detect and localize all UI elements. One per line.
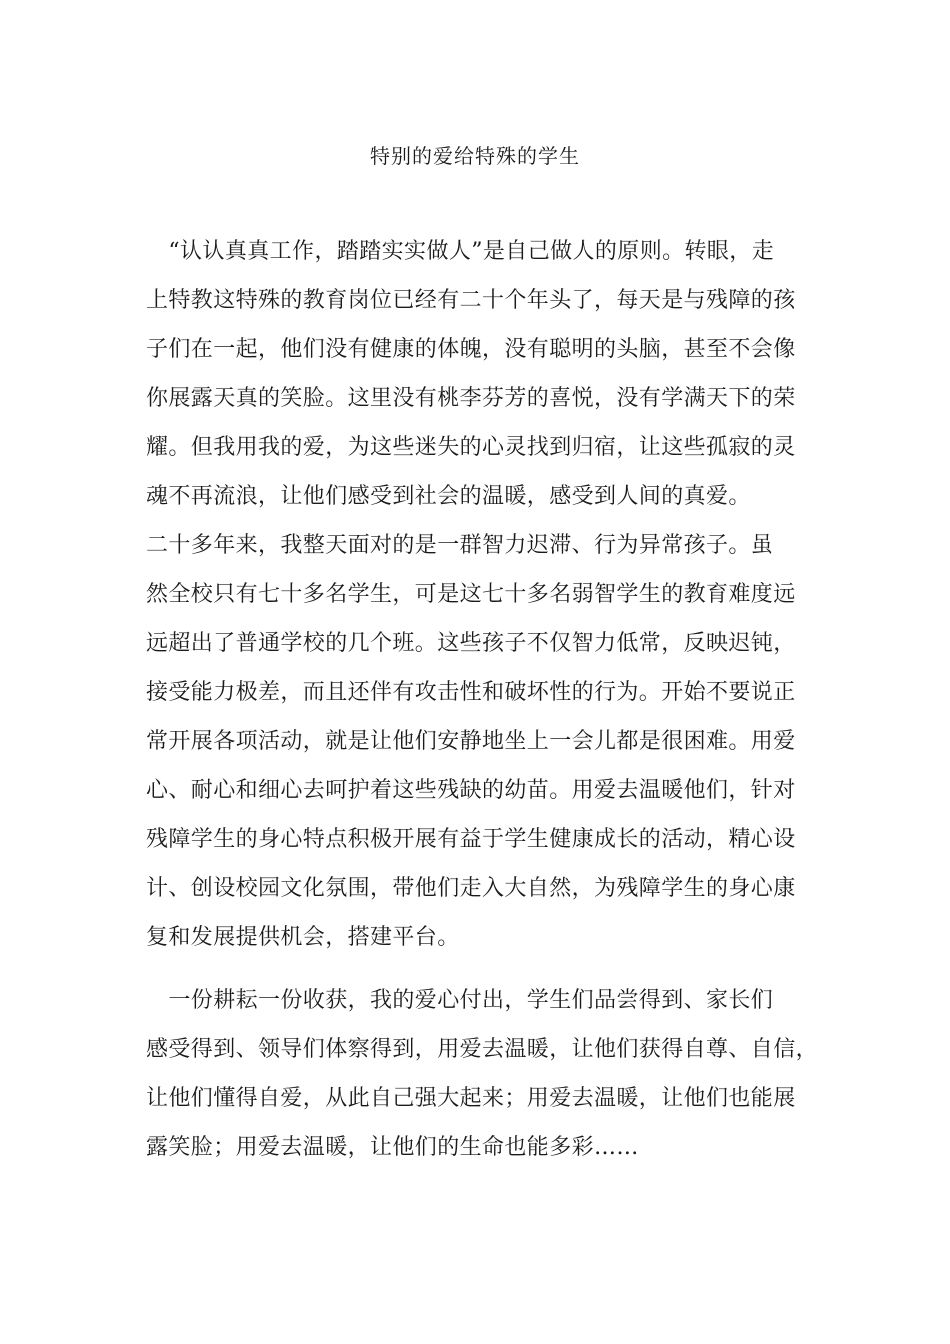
text-line: 残障学生的身心特点积极开展有益于学生健康成长的活动，精心设: [146, 827, 796, 852]
text-line: 复和发展提供机会，搭建平台。: [146, 925, 460, 950]
text-line: 让他们懂得自爱，从此自己强大起来；用爱去温暖，让他们也能展: [146, 1086, 796, 1111]
text-line: 你展露天真的笑脸。这里没有桃李芬芳的喜悦，没有学满天下的荣: [146, 386, 796, 411]
text-line: 子们在一起，他们没有健康的体魄，没有聪明的头脑，甚至不会像: [146, 337, 796, 362]
text-line: 然全校只有七十多名学生，可是这七十多名弱智学生的教育难度远: [146, 582, 796, 607]
text-line: 感受得到、领导们体察得到，用爱去温暖，让他们获得自尊、自信，: [146, 1037, 819, 1062]
text-line: 二十多年来，我整天面对的是一群智力迟滞、行为异常孩子。虽: [146, 533, 774, 558]
text-line: 计、创设校园文化氛围，带他们走入大自然，为残障学生的身心康: [146, 876, 796, 901]
document-body: [146, 232, 819, 1177]
text-line: 心、耐心和细心去呵护着这些残缺的幼苗。用爱去温暖他们，针对: [146, 778, 796, 803]
text-line: 耀。但我用我的爱，为这些迷失的心灵找到归宿，让这些孤寂的灵: [146, 435, 796, 460]
text-line: 远超出了普通学校的几个班。这些孩子不仅智力低常，反映迟钝，: [146, 631, 796, 656]
text-line: 一份耕耘一份收获，我的爱心付出，学生们品尝得到、家长们: [146, 988, 774, 1013]
document-title: 特别的爱给特殊的学生: [370, 144, 580, 168]
text-line: 常开展各项活动，就是让他们安静地坐上一会儿都是很困难。用爱: [146, 729, 796, 754]
paragraph-gap: [146, 967, 811, 981]
text-line: “认认真真工作，踏踏实实做人”是自己做人的原则。转眼，走: [146, 239, 775, 264]
text-line: 上特教这特殊的教育岗位已经有二十个年头了，每天是与残障的孩: [146, 288, 796, 313]
text-line: 接受能力极差，而且还伴有攻击性和破坏性的行为。开始不要说正: [146, 680, 796, 705]
text-line: 魂不再流浪，让他们感受到社会的温暖，感受到人间的真爱。: [146, 484, 751, 509]
text-line: 露笑脸；用爱去温暖，让他们的生命也能多彩……: [146, 1135, 639, 1160]
